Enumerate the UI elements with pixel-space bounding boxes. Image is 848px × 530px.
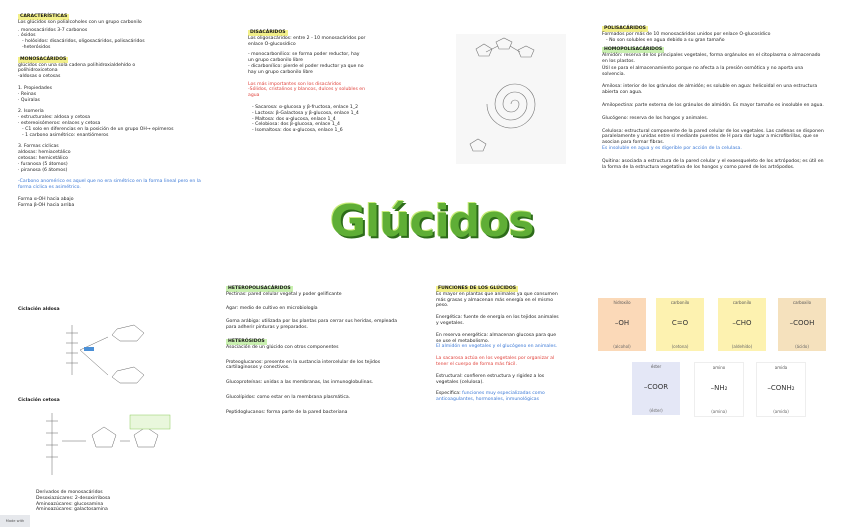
group-label: amino: [712, 365, 726, 370]
disaccharides-heading: DISACÁRIDOS: [250, 30, 286, 35]
column-heteropolysaccharides: [226, 286, 401, 418]
ciclacion-cetosa-label: Ciclación cetosa: [18, 398, 60, 403]
functions-specific-label: Específica:: [436, 391, 461, 397]
functions-paragraph: En reserva energética: almacenan glucosa para que se use el metabolismo.: [436, 332, 557, 344]
disac-line: Los oligosacáridos: entre 2 - 10 monosacáridos por: [248, 35, 366, 41]
disac-item: - Sacarosa: α-glucosa y β-fructosa, enlace 1_2: [252, 104, 359, 110]
monosaccharides-heading: MONOSACÁRIDOS: [20, 56, 67, 62]
char-line: - holósidos: disacáridos, oligosacáridos, polisacáridos: [22, 39, 145, 45]
prop-line: · Reinas: [18, 91, 37, 97]
made-with-label: Made with: [5, 519, 25, 523]
group-formula: –COOR: [643, 383, 669, 391]
homo-paragraph: Amilosa: interior de los gránulos de almidón; es soluble en agua: helicoidal en una estructura abierta con agua.: [602, 84, 818, 96]
iso-line: - 1 carbono asimétrico: enantiómeros: [22, 132, 109, 138]
glycogen-structure-image: [456, 34, 566, 164]
disac-red-line: agua: [248, 93, 260, 99]
homopolysaccharides-heading: HOMOPOLISACÁRIDOS: [604, 47, 663, 53]
group-label: carbonilo: [732, 300, 752, 305]
disac-item: - Maltosa: dos α-glucosa, enlace 1_4: [252, 116, 336, 122]
heterosides-paragraph: Peptidoglucanos: forma parte de la pared bacteriana: [226, 409, 348, 415]
group-amide: [756, 362, 806, 417]
char-line: -heterósidos: [22, 44, 51, 50]
group-formula: –NH₂: [710, 384, 728, 392]
aldose-cyclization-diagram: [22, 315, 172, 395]
derivative-line: Aminoazúcares: galactosamina: [36, 507, 108, 513]
hetero-paragraph: Pectinas: pared celular vegetal y poder gelificante: [226, 291, 342, 297]
functions-paragraph: Energética: fuente de energía en los tejidos animales y vegetales.: [436, 315, 559, 326]
mono-line: polihidroxicetona: [18, 68, 58, 74]
group-carboxyl: [778, 298, 826, 351]
group-carbonyl-aldehyde: [718, 298, 766, 351]
iso-line: 2. Isomería: [18, 109, 44, 115]
group-formula: C=O: [671, 319, 689, 327]
disac-line: enlace O-glucosídico: [248, 41, 296, 47]
made-with-badge[interactable]: [0, 515, 30, 527]
group-sub: (amida): [773, 409, 789, 414]
functions-red-note: La sacarosa actúa en los vegetales por organizar al tener el cuerpo de forma más fácil.: [436, 356, 555, 367]
characteristics-heading: CARACTERÍSTICAS: [20, 14, 68, 19]
polysaccharides-heading: POLISACÁRIDOS: [604, 26, 646, 31]
ketose-cyclization-diagram: [22, 405, 177, 485]
homo-paragraph: Útil se para el almacenamiento porque no afecta a la presión osmótica y no aporta una solvencia.: [602, 65, 804, 77]
disac-item: - Lactosa: β-Galactosa y β-glucosa, enlace 1_4: [252, 110, 359, 116]
group-sub: (aldehído): [731, 344, 753, 349]
group-carbonyl-ketone: [656, 298, 704, 351]
heterosides-heading: HETERÓSIDOS: [228, 338, 265, 344]
anomeric-note: -Carbono anomérico es aquel que no era simétrico en la forma lineal pero en la forma cíclica es asimétrico.: [18, 179, 201, 191]
page-title: Glúcidos: [330, 196, 534, 247]
poli-line: - No son solubles en agua debido a su gran tamaño: [606, 37, 725, 43]
iso-line: · estructurales: aldosa y cetosa: [18, 115, 91, 121]
group-sub: (alcohol): [613, 344, 631, 349]
disac-item: - Isomaltosa: dos α-glucosa, enlace 1_6: [252, 128, 343, 134]
ciclacion-aldosa-label: Ciclación aldosa: [18, 307, 60, 312]
functional-groups-panel: [598, 298, 834, 428]
group-sub: (ácido): [795, 344, 809, 349]
functions-specific-text: funciones muy especializadas como anticoagulantes, hormonales, inmunológicas: [436, 391, 545, 403]
heterosides-intro: Asociación de un glúcido con otros componentes: [226, 344, 339, 350]
derivative-line: Desoxiazúcares: 2-desoxirribosa: [36, 495, 111, 501]
homo-paragraph: Amilopectina: parte externa de los gránulos de almidón. Es mayor tamaño es insoluble en agua.: [602, 102, 824, 108]
mono-line: -aldosas o cetosas: [18, 74, 61, 80]
column-functions: [436, 286, 561, 405]
column-polysaccharides: [602, 26, 827, 172]
column-characteristics: [18, 14, 208, 211]
disac-red-line: -Sólidos, cristalinos y blancos, dulces y solubles en: [248, 87, 366, 93]
functions-heading: FUNCIONES DE LOS GLÚCIDOS: [438, 286, 517, 291]
iso-line: · estereoisómeros: enlaces y cetosa: [18, 120, 101, 126]
forma-oh-line: Forma β-OH hacia arriba: [18, 202, 75, 208]
prop-line: · Quiralas: [18, 97, 40, 103]
char-line: . ósidos: [18, 33, 36, 39]
homo-blue-note: Es insoluble en agua y es digerible por acción de la celulasa.: [602, 145, 742, 151]
group-amino: [694, 362, 744, 417]
quitina-paragraph: Quitina: asociada a estructura de la pared celular y el exoesqueleto de los artrópodos; es útil en la forma de la estructura vegetativa de los hongos y como pared de los artrópodos.: [602, 158, 824, 170]
forma-line: · furanosa (5 átomos): [18, 161, 68, 167]
mono-line: glúcidos con una sola cadena polihidroxialdehído o: [18, 62, 136, 68]
forma-line: aldosas: hemiacetálico: [18, 150, 71, 156]
group-label: éster: [650, 364, 662, 369]
disac-bullet: hay un grupo carbonilo libre: [248, 69, 313, 75]
group-sub: (amina): [711, 409, 727, 414]
heterosides-paragraph: Proteoglucanos: presente en la sustancia intercelular de los tejidos cartilaginosos y conectivos.: [226, 359, 381, 371]
group-formula: –OH: [614, 319, 630, 327]
functions-structural: Estructural: confieren estructura y rigidez a los vegetales (celulosa).: [436, 373, 545, 385]
iso-line: - C1 solo en diferencias en la posición de un grupo OH→ epímeros: [22, 126, 174, 132]
derivatives-block: [36, 490, 186, 513]
group-hydroxyl: [598, 298, 646, 351]
hetero-paragraph: Agar: medio de cultivo en microbiología: [226, 305, 318, 311]
group-label: carboxilo: [792, 300, 812, 305]
functions-paragraph: Es mayor en plantas que animales ya que consumen más grasas y almacenan más energía en el mismo peso.: [436, 291, 558, 309]
homo-paragraph: Celulosa: estructural componente de la pared celular de los vegetales. Las cadenas se disponen paralelamente y unidas entre sí mediante puentes de H para dar lugar a microfibrillas, que se asocian para formar fibras.: [602, 128, 824, 146]
char-line: Los glúcidos son polialcoholes con un grupo carbonilo: [18, 19, 142, 25]
forma-line: 3. Formas cíclicas: [18, 144, 59, 150]
derivative-line: Derivados de monosacáridos: [36, 490, 103, 495]
group-label: carbonilo: [670, 300, 690, 305]
heteropolysaccharides-heading: HETEROPOLISACÁRIDOS: [228, 286, 291, 291]
forma-line: · piranosa (6 átomos): [18, 167, 68, 173]
prop-line: 1. Propiedades: [18, 85, 53, 91]
group-ester: [632, 362, 680, 415]
group-sub: (éster): [649, 408, 663, 413]
group-formula: –CHO: [732, 319, 752, 327]
forma-oh-line: Forma α-OH hacia abajo: [18, 196, 74, 202]
group-label: hidroxilo: [613, 300, 631, 305]
functions-blue-note: El almidón en vegetales y el glucógeno en animales.: [436, 344, 558, 350]
disac-bullet: - monocarbonílico: se forma poder reductor, hay: [248, 52, 360, 58]
column-disaccharides: [248, 30, 408, 134]
char-line: . monosacáridos 3-7 carbonos: [18, 27, 88, 33]
homo-paragraph: Almidón: reserva de los principales vegetales, forma orgánulos en el citoplasma o almacenado en los plastos.: [602, 53, 821, 64]
group-formula: –CONH₂: [767, 384, 795, 392]
functions-specific: [436, 391, 561, 403]
heterosides-paragraph: Glucolípidos: como estar en la membrana plasmática.: [226, 394, 351, 400]
group-sub: (cetona): [671, 344, 689, 349]
poli-line: Formados por más de 10 monosacáridos unidos por enlace O-glucosídico: [602, 31, 771, 37]
disac-red-line: Los más importantes son los disacáridos: [248, 81, 342, 87]
heterosides-paragraph: Glucoproteínas: unidas a las membranas, las inmunoglobulinas.: [226, 380, 374, 386]
homo-paragraph: Glucógeno: reserva de los hongos y animales.: [602, 115, 709, 121]
disac-bullet: un grupo carbonilo libre: [248, 58, 303, 64]
derivative-line: Aminoazúcares: glucosamina: [36, 501, 104, 507]
hetero-paragraph: Goma arábiga: utilizada por las plantas para cerrar sus heridas, empleada para adherir pinturas y preparados.: [226, 319, 398, 331]
disac-item: - Celobiosa: dos β-glucosa, enlace 1_4: [252, 122, 340, 128]
group-formula: –COOH: [789, 319, 815, 327]
disac-bullet: - dicarbonílico: pierde el poder reductor ya que no: [248, 63, 364, 69]
group-label: amida: [774, 365, 788, 370]
forma-line: cetosas: hemicetálico: [18, 155, 68, 161]
